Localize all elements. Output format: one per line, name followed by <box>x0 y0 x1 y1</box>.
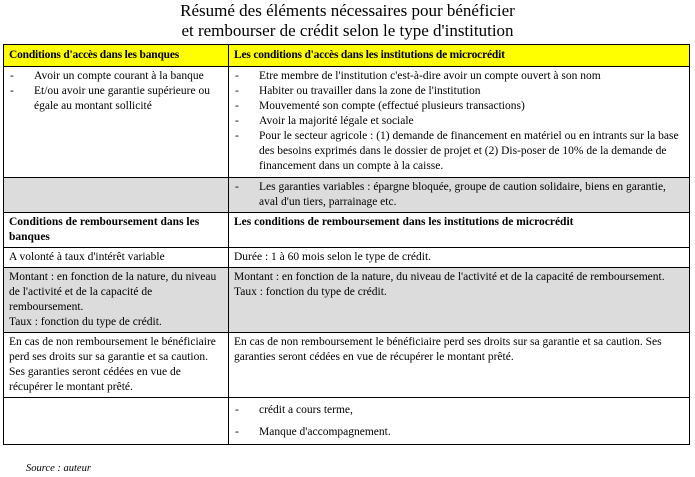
banks-amount-cell <box>4 268 229 333</box>
microcredit-limits-list <box>234 403 684 440</box>
microcredit-limits-cell <box>229 398 690 445</box>
banks-access-cell <box>4 67 229 178</box>
banks-guarantee-cell <box>4 178 229 213</box>
header-microcredit-access: Les conditions d'accès dans les institutions de microcrédit <box>229 45 690 67</box>
microcredit-rate-text: Taux : fonction du type de crédit. <box>234 286 387 298</box>
banks-limits-cell <box>4 398 229 445</box>
header-banks-repayment: Conditions de remboursement dans les banques <box>4 213 229 248</box>
list-item: - Manque d'accompagnement. <box>234 425 684 440</box>
list-item: - Avoir la majorité légale et sociale <box>234 114 684 129</box>
microcredit-guarantee-list <box>234 180 684 210</box>
microcredit-access-cell <box>229 67 690 178</box>
document-title-line-2: et rembourser de crédit selon le type d'institution <box>181 21 514 40</box>
header-banks-access: Conditions d'accès dans les banques <box>4 45 229 67</box>
banks-duration-cell: A volonté à taux d'intérêt variable <box>4 248 229 268</box>
microcredit-amount-text: Montant : en fonction de la nature, du niveau de l'activité et de la capacité de remboursement. <box>234 271 665 283</box>
list-item: - crédit a cours terme, <box>234 403 684 418</box>
header-microcredit-repayment: Les conditions de remboursement dans les institutions de microcrédit <box>229 213 690 248</box>
repayment-header-row <box>4 213 690 248</box>
default-row <box>4 333 690 398</box>
banks-amount-text: Montant : en fonction de la nature, du niveau de l'activité et de la capacité de remboursement. <box>9 271 217 313</box>
microcredit-default-cell: En cas de non remboursement le bénéficiaire perd ses droits sur sa garantie et sa caution. Ses garanties seront cédées en vue de récupérer le montant prêté. <box>229 333 690 398</box>
document-title-line-1: Résumé des éléments nécessaires pour bénéficier <box>180 1 515 20</box>
list-item: - Mouvementé son compte (effectué plusieurs transactions) <box>234 99 684 114</box>
microcredit-access-list <box>234 69 684 174</box>
guarantee-row <box>4 178 690 213</box>
microcredit-duration-cell: Durée : 1 à 60 mois selon le type de crédit. <box>229 248 690 268</box>
list-item: - Les garanties variables : épargne bloquée, groupe de caution solidaire, biens en garantie, aval d'un tiers, parrainage etc. <box>234 180 684 210</box>
comparison-table <box>3 44 690 445</box>
list-item: - Et/ou avoir une garantie supérieure ou égale au montant sollicité <box>9 84 223 114</box>
access-conditions-row <box>4 67 690 178</box>
access-header-row <box>4 45 690 67</box>
list-item: - Etre membre de l'institution c'est-à-dire avoir un compte ouvert à son nom <box>234 69 684 84</box>
microcredit-amount-cell <box>229 268 690 333</box>
list-item: - Habiter ou travailler dans la zone de l'institution <box>234 84 684 99</box>
banks-default-cell: En cas de non remboursement le bénéficiaire perd ses droits sur sa garantie et sa caution. Ses garanties seront cédées en vue de récupérer le montant prêté. <box>4 333 229 398</box>
banks-rate-text: Taux : fonction du type de crédit. <box>9 316 162 328</box>
limits-row <box>4 398 690 445</box>
source-note: Source : auteur <box>26 463 91 474</box>
list-item: - Pour le secteur agricole : (1) demande de financement en matériel ou en intrants sur la base des besoins exprimés dans le dossier de projet et (2) Dis-poser de 10% de la demande de financement dans un compte à la caisse. <box>234 129 684 174</box>
microcredit-guarantee-cell <box>229 178 690 213</box>
duration-row <box>4 248 690 268</box>
banks-access-list <box>9 69 223 114</box>
amount-rate-row <box>4 268 690 333</box>
list-item: - Avoir un compte courant à la banque <box>9 69 223 84</box>
